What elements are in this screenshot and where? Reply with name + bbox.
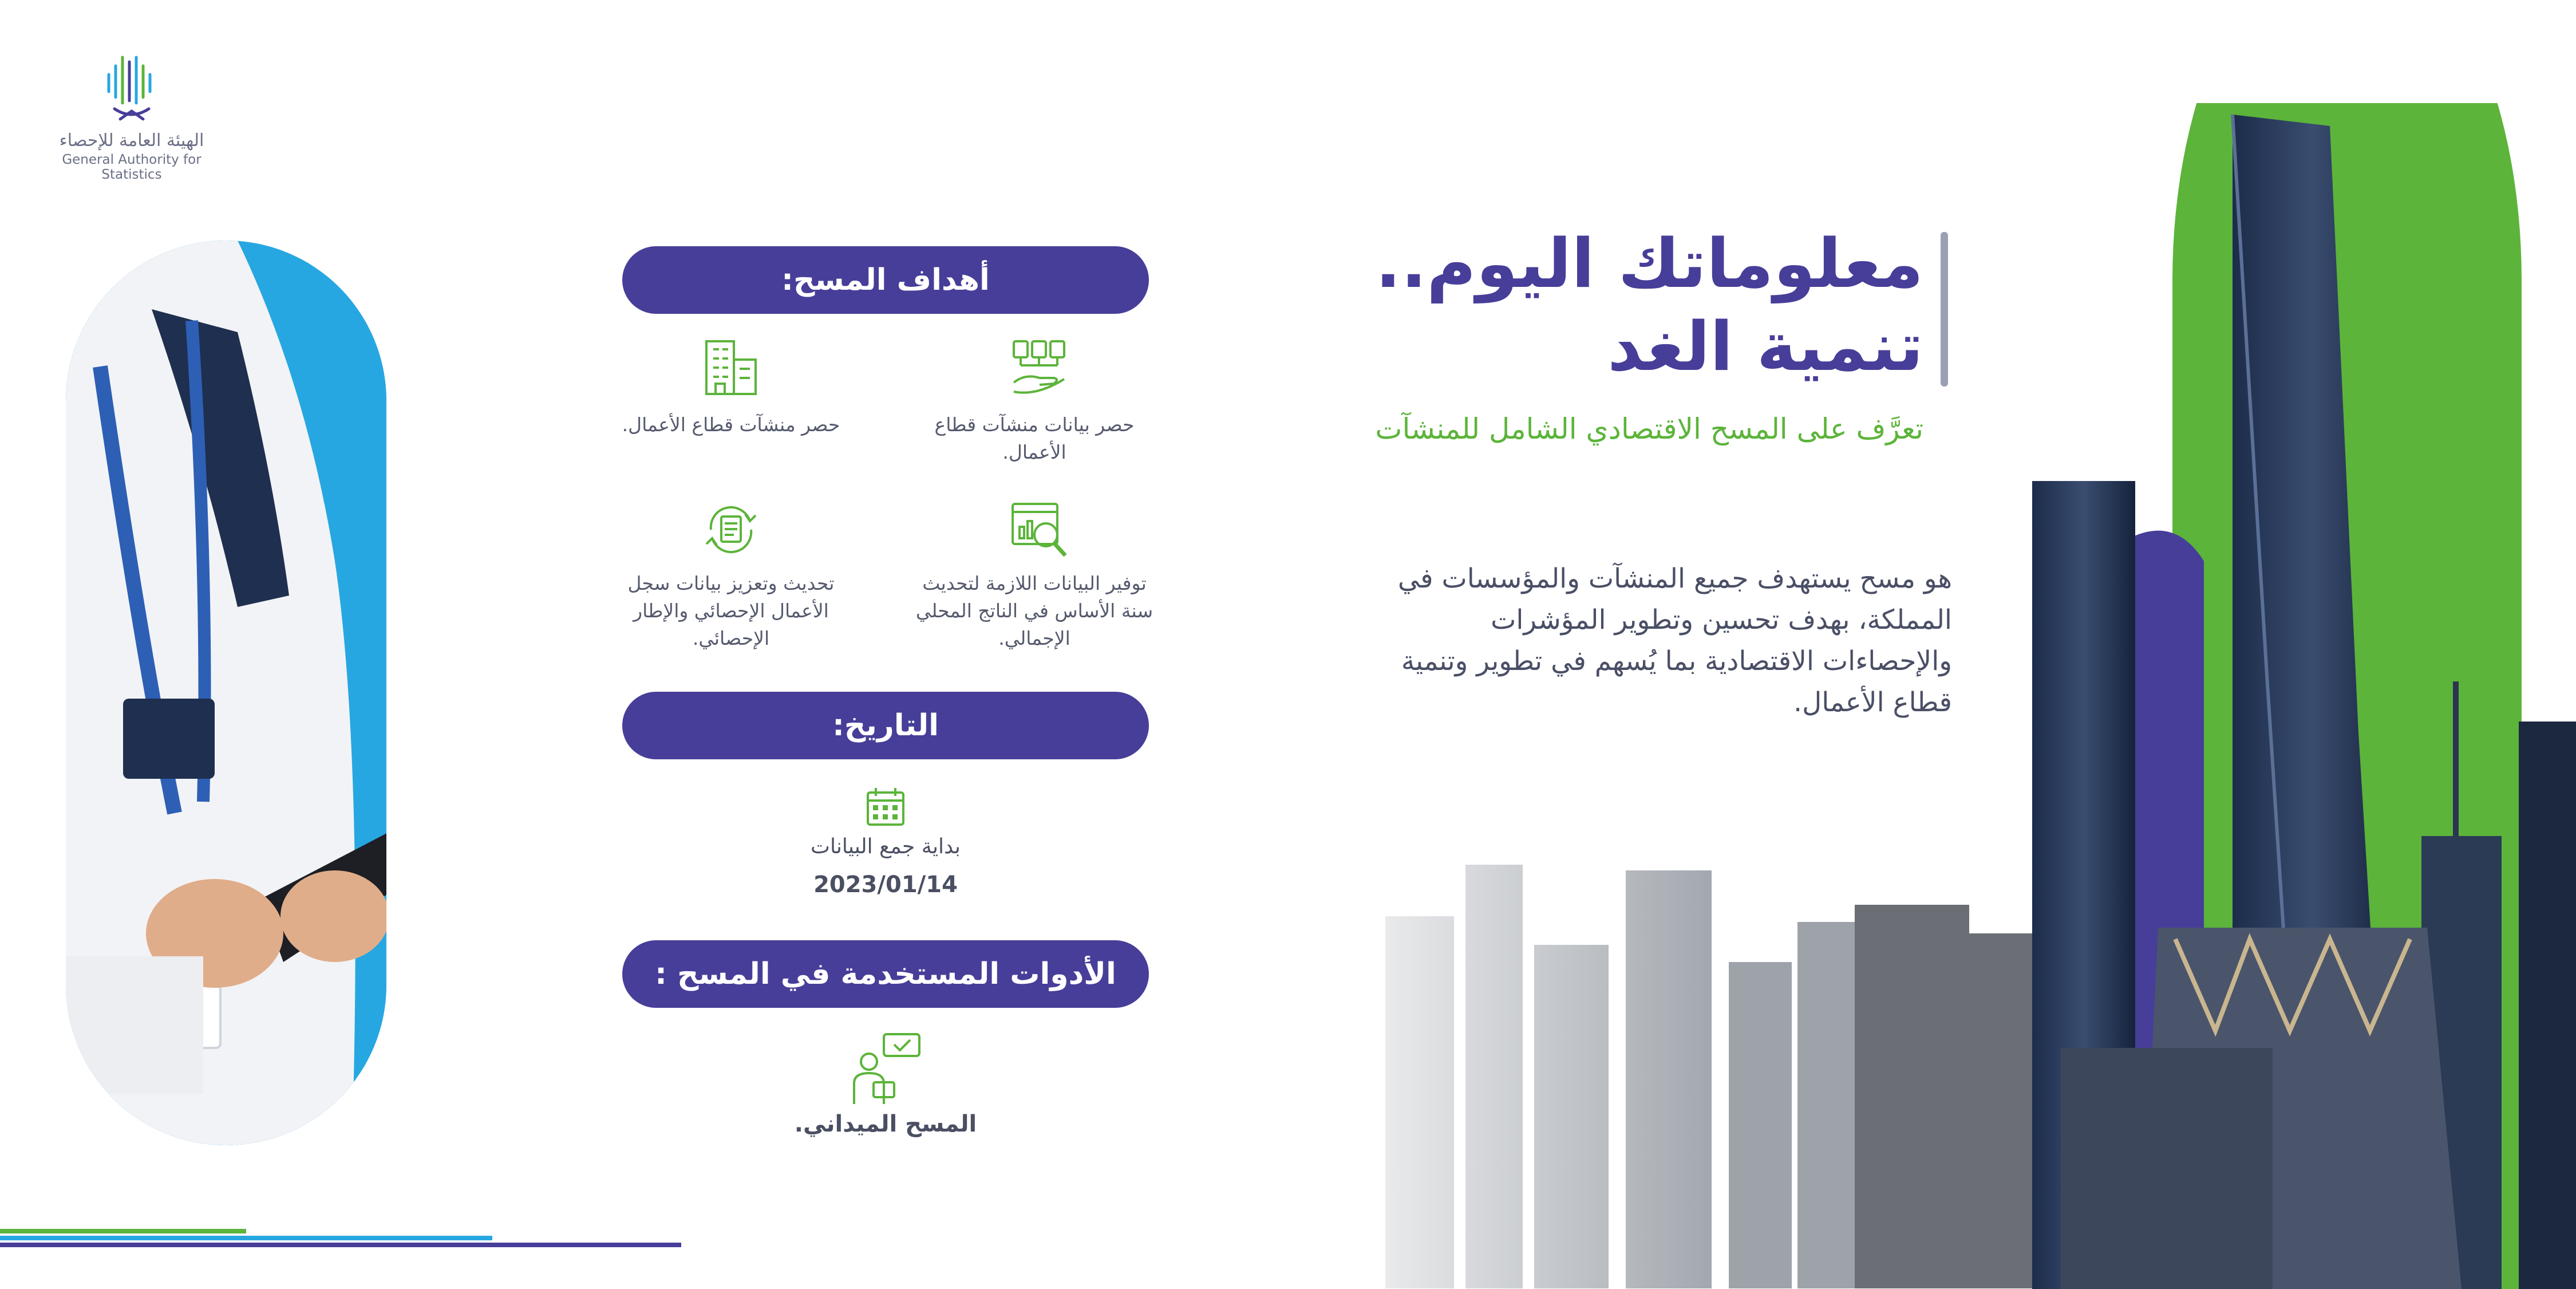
calendar-icon bbox=[864, 786, 907, 828]
decorative-line-blue bbox=[0, 1236, 492, 1240]
data-analysis-icon bbox=[1008, 498, 1071, 561]
hero-subtitle: تعرَّف على المسح الاقتصادي الشامل للمنشآت bbox=[1375, 412, 1923, 446]
goal-text: تحديث وتعزيز بيانات سجل الأعمال الإحصائي والإطار الإحصائي. bbox=[627, 572, 835, 649]
surveyor-photo bbox=[66, 241, 386, 1145]
hero-title-line1: معلوماتك اليوم.. bbox=[1375, 224, 1923, 303]
field-survey-icon bbox=[847, 1031, 924, 1107]
tools-heading: الأدوات المستخدمة في المسح : bbox=[622, 940, 1149, 1008]
decorative-line-purple bbox=[0, 1243, 681, 1247]
gastat-logo-mark bbox=[100, 52, 163, 132]
logo-arabic-name: الهيئة العامة للإحصاء bbox=[59, 131, 204, 151]
buildings-icon bbox=[700, 337, 762, 400]
logo-english-name: General Authority for Statistics bbox=[62, 152, 202, 182]
decorative-line-green bbox=[0, 1229, 246, 1233]
document-refresh-icon bbox=[700, 498, 762, 561]
title-accent-bar bbox=[1941, 232, 1948, 387]
date-heading: التاريخ: bbox=[622, 692, 1149, 759]
date-value: 2023/01/14 bbox=[813, 872, 958, 898]
goal-text: توفير البيانات اللازمة لتحديث سنة الأساس في الناتج المحلي الإجمالي. bbox=[915, 572, 1153, 649]
goal-text: حصر منشآت قطاع الأعمال. bbox=[622, 413, 840, 436]
surveyor-illustration bbox=[66, 241, 386, 1145]
goal-text: حصر بيانات منشآت قطاع الأعمال. bbox=[934, 413, 1135, 463]
hero-title-line2: تنمية الغد bbox=[1607, 307, 1923, 386]
tool-label: المسح الميداني. bbox=[794, 1111, 977, 1137]
goals-heading: أهداف المسح: bbox=[622, 246, 1149, 314]
gastat-logo bbox=[46, 52, 218, 182]
hero-description: هو مسح يستهدف جميع المنشآت والمؤسسات في المملكة، بهدف تحسين وتطوير المؤشرات والإحصاءات الاقتصادية بما يُسهم في تطوير وتنمية قطاع الأعمال. bbox=[1397, 563, 1952, 718]
hand-data-icon bbox=[1008, 337, 1071, 400]
date-label: بداية جمع البيانات bbox=[811, 835, 961, 858]
